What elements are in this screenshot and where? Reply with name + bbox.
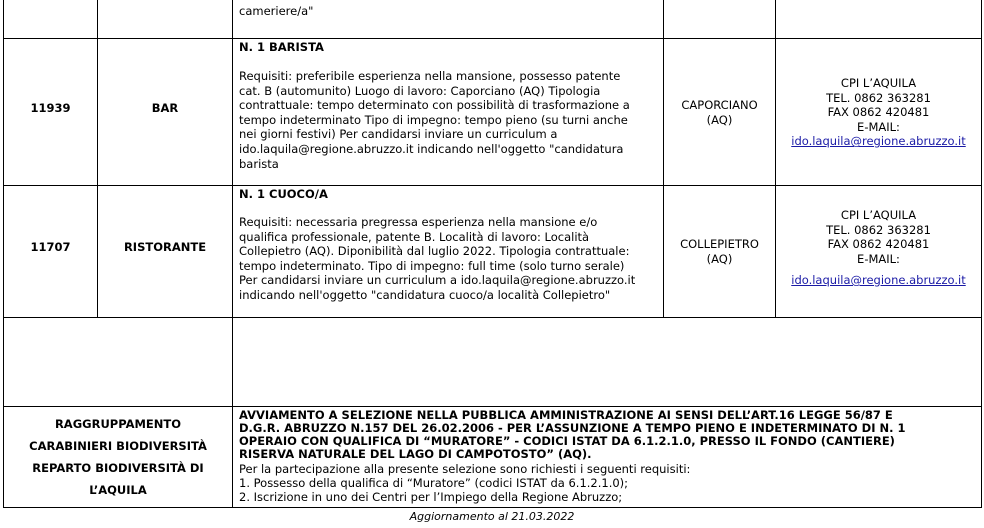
job-id: 11939 (30, 101, 71, 115)
job-sector: BAR (151, 101, 179, 115)
job-description-line: indicando nell'oggetto "candidatura cuoco/a località Collepietro" (239, 288, 611, 302)
selection-body-line: Per la partecipazione alla presente selezione sono richiesti i seguenti requisiti: (239, 462, 691, 476)
job-description-line: ido.laquila@regione.abruzzo.it indicando nell'oggetto "candidatura (239, 142, 624, 156)
contact-office: CPI L’AQUILA (840, 76, 917, 90)
table-border-right (981, 0, 982, 508)
job-description-line: barista (239, 156, 279, 171)
job-description-line: qualifica professionale, patente B. Località di lavoro: Località (239, 229, 590, 244)
contact-phone: TEL. 0862 363281 (826, 90, 931, 105)
table-row-divider (3, 317, 982, 318)
table-column-divider (232, 0, 233, 508)
selection-title-line: D.G.R. ABRUZZO N.157 DEL 26.02.2006 - PER L’ASSUNZIONE A TEMPO PIENO E INDETERMINATO DI N. 1 (239, 421, 906, 435)
job-description-line: nei giorni festivi) Per candidarsi inviare un curriculum a (239, 127, 558, 142)
job-description-line: Requisiti: necessaria pregressa esperienza nella mansione e/o (239, 215, 598, 229)
contact-email-label: E-MAIL: (857, 119, 900, 134)
job-location: CAPORCIANO (681, 98, 758, 112)
table-column-divider (97, 0, 98, 318)
job-location: COLLEPIETRO (680, 237, 759, 251)
contact-phone: TEL. 0862 363281 (826, 222, 931, 237)
selection-body-line: 1. Possesso della qualifica di “Muratore” (codici ISTAT da 6.1.2.1.0); (239, 476, 629, 490)
organization-name: L’AQUILA (89, 483, 147, 497)
job-description-line: cat. B (automunito) Luogo di lavoro: Caporciano (AQ) Tipologia (239, 83, 601, 98)
contact-email-link[interactable]: ido.laquila@regione.abruzzo.it (791, 273, 966, 287)
job-description-line: Requisiti: preferibile esperienza nella mansione, possesso patente (239, 69, 621, 83)
job-title: N. 1 CUOCO/A (239, 187, 328, 201)
organization-name: CARABINIERI BIODIVERSITÀ (29, 439, 207, 453)
job-description-line: Per candidarsi inviare un curriculum a ido.laquila@regione.abruzzo.it (239, 273, 636, 288)
table-row-divider (3, 185, 982, 186)
job-description-line: tempo indeterminato. Tipo di impegno: full time (solo turno serale) (239, 258, 625, 273)
selection-title-line: RISERVA NATURALE DEL LAGO DI CAMPOTOSTO” (AQ). (239, 447, 592, 461)
table-border-bottom (3, 507, 982, 508)
update-date-footer: Aggiornamento al 21.03.2022 (409, 510, 575, 523)
job-id: 11707 (30, 240, 71, 254)
job-sector: RISTORANTE (123, 240, 207, 254)
contact-email-link[interactable]: ido.laquila@regione.abruzzo.it (791, 134, 966, 149)
contact-fax: FAX 0862 420481 (827, 237, 930, 252)
table-column-divider (775, 0, 776, 318)
table-row-divider (3, 406, 982, 407)
contact-fax: FAX 0862 420481 (827, 105, 930, 120)
job-location: (AQ) (706, 251, 733, 266)
job-title: N. 1 BARISTA (239, 40, 324, 54)
contact-email-wrap (776, 134, 981, 149)
selection-body-line: 2. Iscrizione in uno dei Centri per l’Impiego della Regione Abruzzo; (239, 490, 623, 504)
contact-office: CPI L’AQUILA (840, 208, 917, 222)
organization-name: RAGGRUPPAMENTO (54, 417, 182, 431)
selection-title-line: AVVIAMENTO A SELEZIONE NELLA PUBBLICA AMMINISTRAZIONE AI SENSI DELL’ART.16 LEGGE 56/87 E (239, 408, 893, 422)
job-location: (AQ) (706, 112, 733, 127)
job-description-line: cameriere/a" (239, 4, 314, 18)
job-description-line: tempo indeterminato Tipo di impegno: tempo pieno (su turni anche (239, 112, 628, 127)
contact-email-label: E-MAIL: (857, 251, 900, 266)
job-description-line: contrattuale: tempo determinato con possibilità di trasformazione a (239, 98, 630, 113)
table-row-divider (3, 38, 982, 39)
contact-email-wrap (776, 273, 981, 288)
table-column-divider (663, 0, 664, 318)
organization-name: REPARTO BIODIVERSITÀ DI (32, 461, 204, 475)
job-description-line: Collepietro (AQ). Diponibilità dal luglio 2022. Tipologia contrattuale: (239, 244, 630, 259)
selection-title-line: OPERAIO CON QUALIFICA DI “MURATORE” - CODICI ISTAT DA 6.1.2.1.0, PRESSO IL FONDO (CANTIERE) (239, 434, 895, 448)
